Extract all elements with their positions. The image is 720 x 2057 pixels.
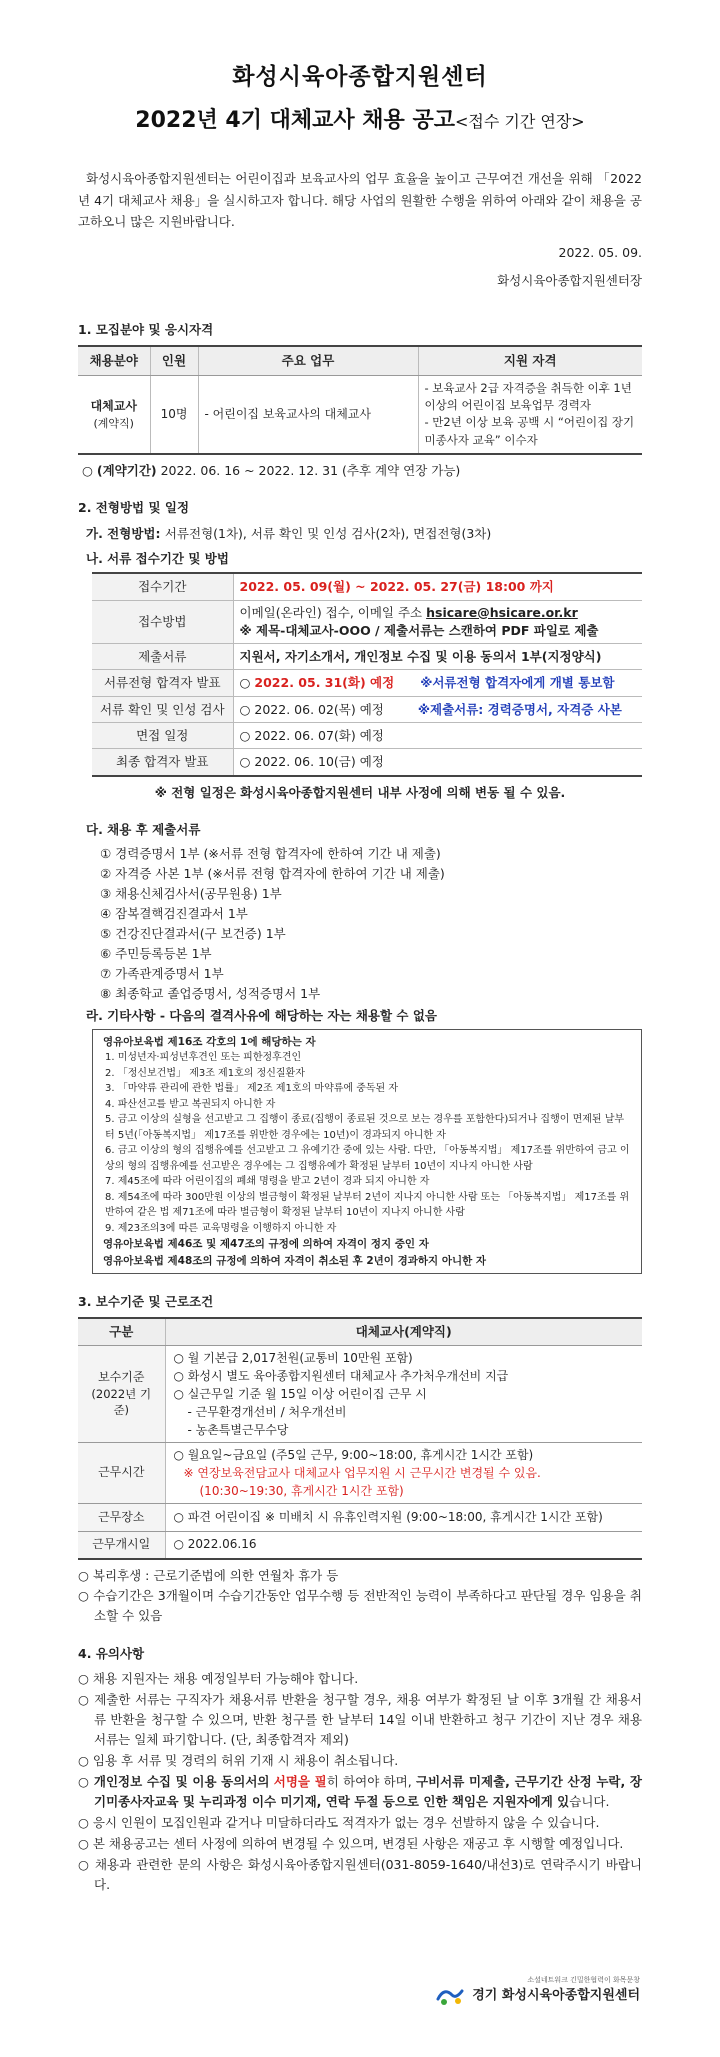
caution-item-4 [78, 1772, 642, 1812]
pay-bullet: ○ 수습기간은 3개월이며 수습기간동안 업무수행 등 전반적인 능력이 부족하다고 판단될 경우 임용을 취소할 수 있음 [78, 1588, 642, 1624]
pass1-bullet: ○ [239, 675, 251, 691]
post-docs-heading: 다. 채용 후 제출서류 [86, 822, 201, 838]
apply-email-link[interactable]: hsicare@hsicare.or.kr [426, 604, 578, 620]
col-field: 채용분야 [78, 346, 150, 375]
disq-item: 3. 「마약류 관리에 관한 법률」 제2조 제1호의 마약류에 중독된 자 [105, 1083, 399, 1095]
center-logo [434, 1976, 640, 2007]
pay-label-sub: (2022년 기준) [91, 1386, 152, 1417]
pass1-date: 2022. 05. 31(화) 예정 [254, 675, 395, 691]
pay-value-cell [165, 1345, 642, 1442]
logo-tagline: 소셜네트워크 긴밀한협력이 화목문창 [527, 1976, 640, 1984]
pay-sub-line: - 농촌특별근무수당 [187, 1422, 289, 1437]
period-value: 2022. 05. 09(월) ~ 2022. 05. 27(금) 18:00 까지 [233, 573, 642, 600]
logo-name: 경기 화성시육아종합지원센터 [472, 1987, 640, 2003]
check-note: ※제출서류: 경력증명서, 자격증 사본 [417, 701, 622, 717]
pay-col-1: 구분 [78, 1318, 165, 1345]
list-item: ② 자격증 사본 1부 (※서류 전형 합격자에 한하여 기간 내 제출) [100, 865, 445, 881]
method-row-label: 접수방법 [92, 600, 233, 643]
contract-period: ○ (계약기간) 2022. 06. 16 ~ 2022. 12. 31 (추후 계약 연장 가능) [82, 462, 461, 478]
qual-2: - 만2년 이상 보육 공백 시 “어린이집 장기 미종사자 교육” 이수자 [424, 415, 635, 447]
pay-label-cell [78, 1345, 165, 1442]
contract-value: 2022. 06. 16 ~ 2022. 12. 31 (추후 계약 연장 가능) [160, 462, 461, 478]
section2-heading: 2. 전형방법 및 일정 [78, 500, 190, 516]
disq-tail-1: 영유아보육법 제46조 및 제47조의 규정에 의하여 자격이 정지 중인 자 [103, 1238, 429, 1251]
place-label: 근무장소 [78, 1503, 165, 1531]
notice-signer: 화성시육아종합지원센터장 [497, 272, 642, 288]
notice-date: 2022. 05. 09. [558, 245, 642, 261]
final-label: 최종 합격자 발표 [92, 749, 233, 776]
col-duty: 주요 업무 [198, 346, 418, 375]
hours-note-1: ※ 연장보육전담교사 대체교사 업무지원 시 근무시간 변경될 수 있음. [183, 1465, 541, 1480]
method-row-value [233, 600, 642, 643]
hours-note-2: (10:30~19:30, 휴게시간 1시간 포함) [199, 1483, 404, 1498]
pay-bullets [78, 1566, 642, 1626]
check-date: 2022. 06. 02(목) 예정 [254, 701, 384, 717]
interview-bullet: ○ [239, 728, 251, 744]
pay-line: ○ 화성시 별도 육아종합지원센터 대체교사 추가처우개선비 지급 [173, 1368, 509, 1383]
item4-a: ○ 개인정보 수집 및 이용 동의서의 [78, 1774, 270, 1790]
pay-col-2: 대체교사(계약직) [165, 1318, 642, 1345]
method-line [86, 524, 642, 543]
interview-label: 면접 일정 [92, 723, 233, 749]
disqualification-heading: 라. 기타사항 - 다음의 결격사유에 해당하는 자는 채용할 수 없음 [86, 1007, 437, 1023]
caution-item: ○ 임용 후 서류 및 경력의 허위 기재 시 채용이 취소됩니다. [78, 1753, 399, 1769]
pay-line: ○ 월 기본급 2,017천원(교통비 10만원 포함) [173, 1350, 413, 1365]
schedule-table [92, 572, 642, 777]
section1-heading: 1. 모집분야 및 응시자격 [78, 322, 214, 338]
caution-item: ○ 채용 지원자는 채용 예정일부터 가능해야 합니다. [78, 1671, 359, 1687]
disqualification-box [92, 1029, 642, 1274]
center-title: 화성시육아종합지원센터 [232, 64, 488, 90]
list-item: ① 경력증명서 1부 (※서류 전형 합격자에 한하여 기간 내 제출) [100, 845, 441, 861]
method-line1: 이메일(온라인) 접수, 이메일 주소 [239, 604, 423, 620]
section4-heading: 4. 유의사항 [78, 1646, 145, 1662]
disq-item: 8. 제54조에 따라 300만원 이상의 벌금형이 확정된 날부터 2년이 지나지 아니한 사람 또는 「아동복지법」 제17조를 위반하여 같은 법 제71조에 따라 벌금형이 확정된 날부터 10년이 지나지 아니한 사람 [105, 1191, 630, 1219]
cell-qual [418, 375, 642, 454]
qual-1: - 보육교사 2급 자격증을 취득한 이후 1년 이상의 어린이집 보육업무 경력자 [424, 380, 632, 413]
section3-heading: 3. 보수기준 및 근로조건 [78, 1293, 214, 1309]
start-value: ○ 2022.06.16 [165, 1531, 642, 1559]
cell-count: 10명 [150, 375, 198, 454]
place-value: ○ 파견 어린이집 ※ 미배치 시 유휴인력지원 (9:00~18:00, 휴게시간 1시간 포함) [165, 1503, 642, 1531]
method-value: 서류전형(1차), 서류 확인 및 인성 검사(2차), 면접전형(3차) [164, 525, 492, 541]
notice-title-suffix: <접수 기간 연장> [454, 111, 585, 131]
caution-list [78, 1669, 642, 1895]
method-line2: ※ 제목-대체교사-OOO / 제출서류는 스캔하여 PDF 파일로 제출 [239, 622, 599, 638]
docs-row-label: 제출서류 [92, 643, 233, 669]
list-item: ⑧ 최종학교 졸업증명서, 성적증명서 1부 [100, 985, 321, 1001]
notice-title [78, 104, 642, 138]
list-item: ⑤ 건강진단결과서(구 보건증) 1부 [100, 925, 286, 941]
pay-label: 보수기준 [98, 1370, 145, 1385]
caution-item: ○ 제출한 서류는 구직자가 채용서류 반환을 청구할 경우, 채용 여부가 확정된 날 이후 3개월 간 채용서류 반환을 청구할 수 있으며, 반환 청구를 한 날부터 14일 이내 반환하고 청구 기간이 지난 경우 채용서류는 일체 파기합니다. (단, 최종합격자 제외) [78, 1692, 642, 1748]
item4-b: 히 하여야 하며, [326, 1774, 412, 1790]
disq-item: 4. 파산선고를 받고 복권되지 아니한 자 [105, 1098, 276, 1110]
start-label: 근무개시일 [78, 1531, 165, 1559]
disq-item: 1. 미성년자·피성년후견인 또는 피한정후견인 [105, 1052, 302, 1064]
item4-red: 서명을 필 [273, 1774, 327, 1790]
hours-line: ○ 월요일~금요일 (주5일 근무, 9:00~18:00, 휴게시간 1시간 포함) [173, 1447, 534, 1462]
disq-item: 9. 제23조의3에 따른 교육명령을 이행하지 아니한 자 [105, 1222, 337, 1234]
item4-d: 습니다. [569, 1794, 610, 1810]
hours-value-cell [165, 1442, 642, 1503]
check-bullet: ○ [239, 701, 251, 717]
pay-table [78, 1317, 642, 1560]
intro-paragraph: 화성시육아종합지원센터는 어린이집과 보육교사의 업무 효율을 높이고 근무여건 개선을 위해 「2022년 4기 대체교사 채용」을 실시하고자 합니다. 해당 사업의 원활한 수행을 위하여 아래와 같이 채용을 공고하오니 많은 지원바랍니다. [78, 170, 642, 230]
item4-c: 구비서류 미제출, 근무기간 산정 누락, 장기미종사자교육 및 누리과정 이수 미기재, 연락 두절 등으로 인한 책임은 지원자에게 있 [94, 1774, 642, 1810]
list-item: ③ 채용신체검사서(공무원용) 1부 [100, 885, 282, 901]
docs-row-value: 지원서, 자기소개서, 개인정보 수집 및 이용 동의서 1부(지정양식) [233, 643, 642, 669]
interview-date: 2022. 06. 07(화) 예정 [254, 728, 384, 744]
list-item: ⑦ 가족관계증명서 1부 [100, 965, 224, 981]
submission-heading: 나. 서류 접수기간 및 방법 [86, 550, 229, 566]
col-count: 인원 [150, 346, 198, 375]
notice-title-main: 2022년 4기 대체교사 채용 공고 [135, 107, 455, 133]
caution-item: ○ 본 채용공고는 센터 사정에 의하여 변경될 수 있으며, 변경된 사항은 재공고 후 시행할 예정입니다. [78, 1836, 624, 1852]
final-date: 2022. 06. 10(금) 예정 [254, 754, 384, 770]
period-label: 접수기간 [92, 573, 233, 600]
recruit-table [78, 345, 642, 454]
pass1-value [233, 670, 642, 696]
pay-bullet: ○ 복리후생 : 근로기준법에 의한 연월차 휴가 등 [78, 1568, 339, 1584]
caution-item: ○ 응시 인원이 모집인원과 같거나 미달하더라도 적격자가 없는 경우 선발하지 않을 수 있습니다. [78, 1815, 600, 1831]
hours-label: 근무시간 [78, 1442, 165, 1503]
pay-line: ○ 실근무일 기준 월 15일 이상 어린이집 근무 시 [173, 1386, 427, 1401]
list-item: ⑥ 주민등록등본 1부 [100, 945, 212, 961]
disq-item: 6. 금고 이상의 형의 집행유예를 선고받고 그 유예기간 중에 있는 사람. 다만, 「아동복지법」 제17조를 위반하여 금고 이상의 형의 집행유예를 선고받은 경우에는 그 집행유예가 확정된 날부터 10년이 지나지 아니한 사람 [105, 1145, 630, 1172]
pass1-note: ※서류전형 합격자에게 개별 통보함 [420, 675, 615, 691]
pass1-label: 서류전형 합격자 발표 [92, 670, 233, 696]
cell-duty: - 어린이집 보육교사의 대체교사 [198, 375, 418, 454]
disq-item: 7. 제45조에 따라 어린이집의 폐쇄 명령을 받고 2년이 경과 되지 아니한 자 [105, 1176, 430, 1188]
logo-mark-icon [434, 1985, 468, 2007]
post-docs-list [100, 844, 642, 1004]
field-sub: (계약직) [93, 417, 134, 431]
schedule-note: ※ 전형 일정은 화성시육아종합지원센터 내부 사정에 의해 변동 될 수 있음. [154, 784, 566, 800]
check-label: 서류 확인 및 인성 검사 [92, 696, 233, 722]
disq-tail-2: 영유아보육법 제48조의 규정에 의하여 자격이 취소된 후 2년이 경과하지 아니한 자 [103, 1254, 487, 1267]
final-value [233, 749, 642, 776]
list-item: ④ 잠복결핵검진결과서 1부 [100, 905, 248, 921]
col-qual: 지원 자격 [418, 346, 642, 375]
disq-item: 5. 금고 이상의 실형을 선고받고 그 집행이 종료(집행이 종료된 것으로 보는 경우를 포함한다)되거나 집행이 면제된 날부터 5년(「아동복지법」 제17조를 위반한 경우에는 10년)이 경과되지 아니한 자 [105, 1114, 625, 1141]
final-bullet: ○ [239, 754, 251, 770]
pay-sub-line: - 근무환경개선비 / 처우개선비 [187, 1404, 347, 1419]
disq-head: 영유아보육법 제16조 각호의 1에 해당하는 자 [103, 1035, 316, 1048]
contract-label: (계약기간) [96, 462, 157, 478]
caution-item: ○ 채용과 관련한 문의 사항은 화성시육아종합지원센터(031-8059-1640/내선3)로 연락주시기 바랍니다. [78, 1857, 642, 1893]
interview-value [233, 723, 642, 749]
method-label: 가. 전형방법: [86, 525, 161, 541]
field-name: 대체교사 [90, 398, 137, 413]
disq-item: 2. 「정신보건법」 제3조 제1호의 정신질환자 [105, 1067, 305, 1079]
cell-field [78, 375, 150, 454]
check-value [233, 696, 642, 722]
